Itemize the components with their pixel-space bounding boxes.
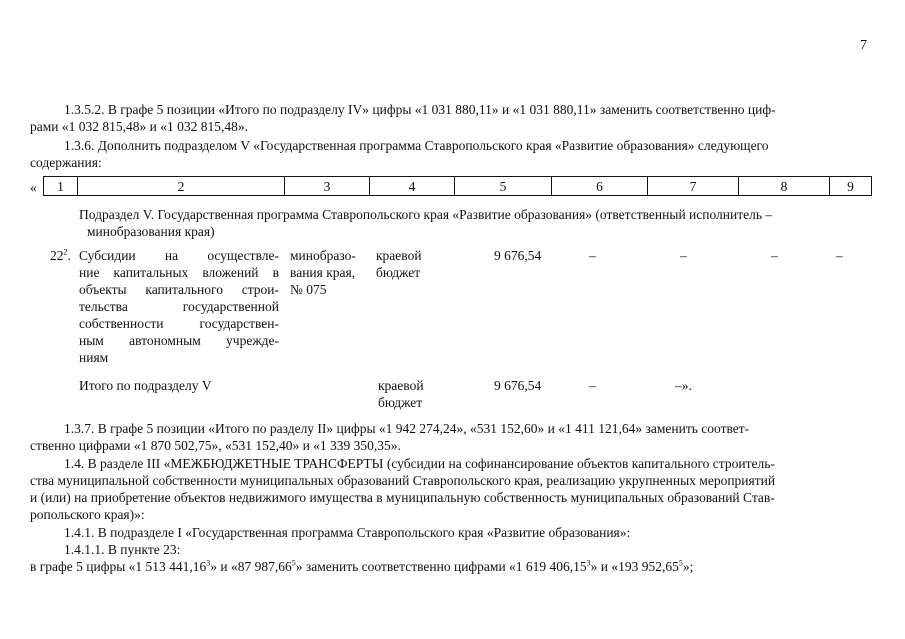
- row-name-line: тельства государственной: [79, 299, 279, 314]
- paragraph-line: 1.3.7. В графе 5 позиции «Итого по разделу II» цифры «1 942 274,24», «531 152,60» и «1 411 121,64» заменить соответ-: [64, 421, 750, 436]
- paragraph-line: 1.3.5.2. В графе 5 позиции «Итого по подразделу IV» цифры «1 031 880,11» и «1 031 880,11» заменить соответственно циф-: [64, 102, 776, 117]
- total-col6: –: [589, 378, 596, 393]
- paragraph-line: ства муниципальной собственности муниципальных образований Ставропольского края, реализацию укрупненных мероприятий: [30, 473, 776, 488]
- column-number-table: [43, 176, 872, 196]
- row-col9: –: [836, 248, 843, 263]
- column-number: 8: [739, 177, 830, 196]
- row-amount: 9 676,54: [494, 248, 542, 263]
- total-budget-line: бюджет: [378, 395, 423, 410]
- paragraph-line: 1.3.6. Дополнить подразделом V «Государственная программа Ставропольского края «Развитие образования» следующего: [64, 138, 769, 153]
- row-col8: –: [771, 248, 778, 263]
- row-executor: [290, 247, 356, 298]
- row-number: $22^2$.: [50, 247, 71, 263]
- row-budget-line: бюджет: [376, 265, 421, 280]
- subsection-line: Подраздел V. Государственная программа Ставропольского края «Развитие образования» (ответственный исполнитель –: [79, 207, 773, 222]
- row-col6: –: [589, 248, 596, 263]
- row-executor-line: минобразо-: [290, 248, 356, 263]
- column-number: 7: [648, 177, 739, 196]
- row-name: [79, 247, 279, 366]
- paragraph-line: 1.4. В разделе III «МЕЖБЮДЖЕТНЫЕ ТРАНСФЕРТЫ (субсидии на софинансирование объектов капитального строитель-: [64, 456, 775, 471]
- paragraph-line: ропольского края)»:: [30, 507, 145, 522]
- row-name-line: ниям: [79, 350, 109, 365]
- row-name-line: объекты капитального строи-: [79, 282, 279, 297]
- row-name-line: ние капитальных вложений в: [79, 265, 279, 280]
- total-label: Итого по подразделу V: [79, 378, 212, 393]
- column-number: 6: [552, 177, 648, 196]
- row-name-line: ным автономным учрежде-: [79, 333, 279, 348]
- row-col7: –: [680, 248, 687, 263]
- paragraph-line: рами «1 032 815,48» и «1 032 815,48».: [30, 119, 248, 134]
- row-name-line: Субсидии на осуществле-: [79, 248, 279, 263]
- row-budget-line: краевой: [376, 248, 422, 263]
- column-number: 9: [830, 177, 872, 196]
- column-number: 1: [44, 177, 78, 196]
- paragraph-1-4-1: 1.4.1. В подразделе I «Государственная программа Ставропольского края «Развитие образования»:: [64, 525, 631, 540]
- paragraph-replace-figures: в графе 5 цифры «1 513 441,16$^3$» и «87 987,66$^5$» заменить соответственно цифрами «1 619 406,15$^3$» и «193 952,65$^5$»;: [30, 558, 694, 574]
- column-number: 3: [285, 177, 370, 196]
- paragraph-line: и (или) на приобретение объектов недвижимого имущества в муниципальную собственность муниципальных образований Став-: [30, 490, 775, 505]
- column-number: 4: [370, 177, 455, 196]
- row-name-line: собственности государствен-: [79, 316, 279, 331]
- column-number: 2: [78, 177, 285, 196]
- row-executor-line: № 075: [290, 282, 327, 297]
- row-budget: [376, 247, 422, 281]
- total-amount: 9 676,54: [494, 378, 542, 393]
- total-budget: [378, 377, 424, 411]
- column-number: 5: [455, 177, 552, 196]
- paragraph-line: содержания:: [30, 155, 102, 170]
- paragraph-line: ственно цифрами «1 870 502,75», «531 152,40» и «1 339 350,35».: [30, 438, 401, 453]
- page-number: 7: [860, 38, 867, 53]
- opening-quote: «: [30, 180, 37, 195]
- row-executor-line: вания края,: [290, 265, 356, 280]
- total-col7: –».: [675, 378, 692, 393]
- table-header-row: [44, 177, 872, 196]
- subsection-line: минобразования края): [87, 224, 215, 239]
- paragraph-1-4-1-1: 1.4.1.1. В пункте 23:: [64, 542, 181, 557]
- total-budget-line: краевой: [378, 378, 424, 393]
